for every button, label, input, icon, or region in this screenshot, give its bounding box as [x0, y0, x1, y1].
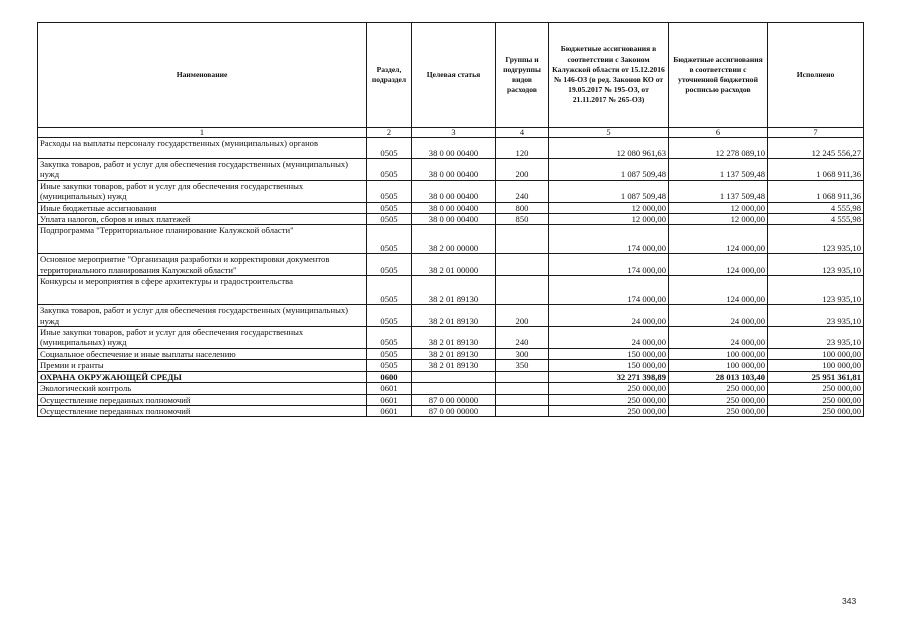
row-law-amount-cell: 32 271 398,89 — [549, 371, 669, 382]
row-target-cell: 87 0 00 00000 — [412, 394, 496, 405]
row-executed-amount-cell: 100 000,00 — [768, 360, 864, 371]
row-law-amount-cell: 24 000,00 — [549, 305, 669, 327]
row-name-cell: Осуществление переданных полномочий — [38, 405, 367, 416]
column-number: 7 — [768, 128, 864, 138]
table-row — [38, 394, 864, 405]
row-section-cell: 0505 — [367, 214, 412, 225]
row-target-cell — [412, 383, 496, 394]
row-group-cell — [496, 394, 549, 405]
column-number-row — [38, 128, 864, 138]
row-section-cell: 0505 — [367, 276, 412, 305]
table-row — [38, 305, 864, 327]
table-row — [38, 138, 864, 159]
row-group-cell: 800 — [496, 202, 549, 213]
row-group-cell: 200 — [496, 159, 549, 181]
row-refined-amount-cell: 250 000,00 — [669, 394, 768, 405]
row-name-cell: Подпрограмма "Территориальное планирование Калужской области" — [38, 225, 367, 254]
row-target-cell: 38 2 01 89130 — [412, 360, 496, 371]
table-row — [38, 327, 864, 349]
row-group-cell: 120 — [496, 138, 549, 159]
row-executed-amount-cell: 1 068 911,36 — [768, 180, 864, 202]
row-refined-amount-cell: 12 278 089,10 — [669, 138, 768, 159]
budget-table — [37, 22, 864, 417]
row-target-cell: 87 0 00 00000 — [412, 405, 496, 416]
row-section-cell: 0505 — [367, 360, 412, 371]
row-refined-amount-cell: 24 000,00 — [669, 327, 768, 349]
row-group-cell: 300 — [496, 348, 549, 359]
row-executed-amount-cell: 23 935,10 — [768, 327, 864, 349]
row-group-cell — [496, 254, 549, 276]
row-law-amount-cell: 150 000,00 — [549, 360, 669, 371]
row-law-amount-cell: 24 000,00 — [549, 327, 669, 349]
row-law-amount-cell: 12 000,00 — [549, 214, 669, 225]
row-name-cell: Закупка товаров, работ и услуг для обеспечения государственных (муниципальных) нужд — [38, 305, 367, 327]
row-executed-amount-cell: 250 000,00 — [768, 405, 864, 416]
row-refined-amount-cell: 124 000,00 — [669, 254, 768, 276]
row-law-amount-cell: 250 000,00 — [549, 394, 669, 405]
row-section-cell: 0600 — [367, 371, 412, 382]
table-row — [38, 254, 864, 276]
table-row — [38, 276, 864, 305]
table-header — [38, 23, 864, 128]
row-refined-amount-cell: 100 000,00 — [669, 360, 768, 371]
row-target-cell: 38 2 01 89130 — [412, 305, 496, 327]
row-group-cell: 240 — [496, 180, 549, 202]
row-law-amount-cell: 150 000,00 — [549, 348, 669, 359]
row-law-amount-cell: 250 000,00 — [549, 405, 669, 416]
row-executed-amount-cell: 123 935,10 — [768, 225, 864, 254]
row-law-amount-cell: 1 087 509,48 — [549, 180, 669, 202]
table-row — [38, 405, 864, 416]
row-group-cell: 350 — [496, 360, 549, 371]
header-group: Группы и подгруппы видов расходов — [496, 23, 549, 128]
header-name: Наименование — [38, 23, 367, 128]
row-group-cell — [496, 383, 549, 394]
table-row — [38, 371, 864, 382]
row-refined-amount-cell: 100 000,00 — [669, 348, 768, 359]
row-target-cell: 38 0 00 00400 — [412, 138, 496, 159]
row-section-cell: 0505 — [367, 348, 412, 359]
row-section-cell: 0505 — [367, 327, 412, 349]
row-target-cell: 38 0 00 00400 — [412, 202, 496, 213]
table-row — [38, 383, 864, 394]
row-executed-amount-cell: 4 555,98 — [768, 202, 864, 213]
table-row — [38, 159, 864, 181]
row-section-cell: 0505 — [367, 254, 412, 276]
header-section: Раздел, подраздел — [367, 23, 412, 128]
row-target-cell: 38 2 00 00000 — [412, 225, 496, 254]
row-refined-amount-cell: 250 000,00 — [669, 405, 768, 416]
row-name-cell: Уплата налогов, сборов и иных платежей — [38, 214, 367, 225]
row-name-cell: Основное мероприятие "Организация разработки и корректировки документов территориального планирования Калужской области" — [38, 254, 367, 276]
table-body — [38, 138, 864, 417]
row-refined-amount-cell: 1 137 509,48 — [669, 180, 768, 202]
row-name-cell: Расходы на выплаты персоналу государственных (муниципальных) органов — [38, 138, 367, 159]
row-section-cell: 0505 — [367, 138, 412, 159]
row-target-cell: 38 2 01 89130 — [412, 327, 496, 349]
row-section-cell: 0505 — [367, 225, 412, 254]
row-name-cell: Премии и гранты — [38, 360, 367, 371]
page-number: 343 — [842, 596, 857, 606]
row-target-cell: 38 2 01 00000 — [412, 254, 496, 276]
row-law-amount-cell: 174 000,00 — [549, 225, 669, 254]
row-name-cell: Осуществление переданных полномочий — [38, 394, 367, 405]
row-name-cell: Закупка товаров, работ и услуг для обеспечения государственных (муниципальных) нужд — [38, 159, 367, 181]
row-refined-amount-cell: 124 000,00 — [669, 276, 768, 305]
row-group-cell: 850 — [496, 214, 549, 225]
row-law-amount-cell: 12 000,00 — [549, 202, 669, 213]
row-target-cell: 38 0 00 00400 — [412, 159, 496, 181]
table-row — [38, 180, 864, 202]
row-section-cell: 0505 — [367, 180, 412, 202]
row-section-cell: 0601 — [367, 383, 412, 394]
column-number: 4 — [496, 128, 549, 138]
row-executed-amount-cell: 250 000,00 — [768, 394, 864, 405]
row-name-cell: ОХРАНА ОКРУЖАЮЩЕЙ СРЕДЫ — [38, 371, 367, 382]
row-executed-amount-cell: 123 935,10 — [768, 276, 864, 305]
row-group-cell — [496, 225, 549, 254]
row-section-cell: 0601 — [367, 405, 412, 416]
row-law-amount-cell: 174 000,00 — [549, 276, 669, 305]
column-number: 5 — [549, 128, 669, 138]
row-name-cell: Социальное обеспечение и иные выплаты населению — [38, 348, 367, 359]
row-executed-amount-cell: 100 000,00 — [768, 348, 864, 359]
row-target-cell — [412, 371, 496, 382]
table-row — [38, 202, 864, 213]
row-group-cell — [496, 371, 549, 382]
row-group-cell — [496, 276, 549, 305]
row-section-cell: 0601 — [367, 394, 412, 405]
row-target-cell: 38 0 00 00400 — [412, 180, 496, 202]
row-target-cell: 38 2 01 89130 — [412, 276, 496, 305]
column-number: 2 — [367, 128, 412, 138]
row-section-cell: 0505 — [367, 159, 412, 181]
row-refined-amount-cell: 24 000,00 — [669, 305, 768, 327]
table-row — [38, 214, 864, 225]
row-law-amount-cell: 1 087 509,48 — [549, 159, 669, 181]
row-name-cell: Конкурсы и мероприятия в сфере архитектуры и градостроительства — [38, 276, 367, 305]
row-name-cell: Экологический контроль — [38, 383, 367, 394]
table-row — [38, 348, 864, 359]
row-executed-amount-cell: 123 935,10 — [768, 254, 864, 276]
row-executed-amount-cell: 4 555,98 — [768, 214, 864, 225]
row-refined-amount-cell: 1 137 509,48 — [669, 159, 768, 181]
row-group-cell: 200 — [496, 305, 549, 327]
row-group-cell — [496, 405, 549, 416]
table-row — [38, 360, 864, 371]
row-name-cell: Иные закупки товаров, работ и услуг для обеспечения государственных (муниципальных) нужд — [38, 327, 367, 349]
row-section-cell: 0505 — [367, 202, 412, 213]
row-refined-amount-cell: 12 000,00 — [669, 202, 768, 213]
row-name-cell: Иные закупки товаров, работ и услуг для обеспечения государственных (муниципальных) нужд — [38, 180, 367, 202]
row-name-cell: Иные бюджетные ассигнования — [38, 202, 367, 213]
row-refined-amount-cell: 124 000,00 — [669, 225, 768, 254]
row-refined-amount-cell: 28 013 103,40 — [669, 371, 768, 382]
row-executed-amount-cell: 23 935,10 — [768, 305, 864, 327]
row-executed-amount-cell: 1 068 911,36 — [768, 159, 864, 181]
column-number: 6 — [669, 128, 768, 138]
column-number: 1 — [38, 128, 367, 138]
header-executed: Исполнено — [768, 23, 864, 128]
row-executed-amount-cell: 250 000,00 — [768, 383, 864, 394]
row-target-cell: 38 2 01 89130 — [412, 348, 496, 359]
row-law-amount-cell: 12 080 961,63 — [549, 138, 669, 159]
header-refined-allocations: Бюджетные ассигнования в соответствии с уточненной бюджетной росписью расходов — [669, 23, 768, 128]
table-row — [38, 225, 864, 254]
row-refined-amount-cell: 250 000,00 — [669, 383, 768, 394]
row-refined-amount-cell: 12 000,00 — [669, 214, 768, 225]
header-law-allocations: Бюджетные ассигнования в соответствии с Законом Калужской области от 15.12.2016 № 146-ОЗ (в ред. Законов КО от 19.05.2017 № 195-ОЗ, от 21.11.2017 № 265-ОЗ) — [549, 23, 669, 128]
row-law-amount-cell: 174 000,00 — [549, 254, 669, 276]
row-law-amount-cell: 250 000,00 — [549, 383, 669, 394]
column-number: 3 — [412, 128, 496, 138]
row-group-cell: 240 — [496, 327, 549, 349]
row-section-cell: 0505 — [367, 305, 412, 327]
row-executed-amount-cell: 25 951 361,81 — [768, 371, 864, 382]
row-executed-amount-cell: 12 245 556,27 — [768, 138, 864, 159]
header-target: Целевая статья — [412, 23, 496, 128]
row-target-cell: 38 0 00 00400 — [412, 214, 496, 225]
